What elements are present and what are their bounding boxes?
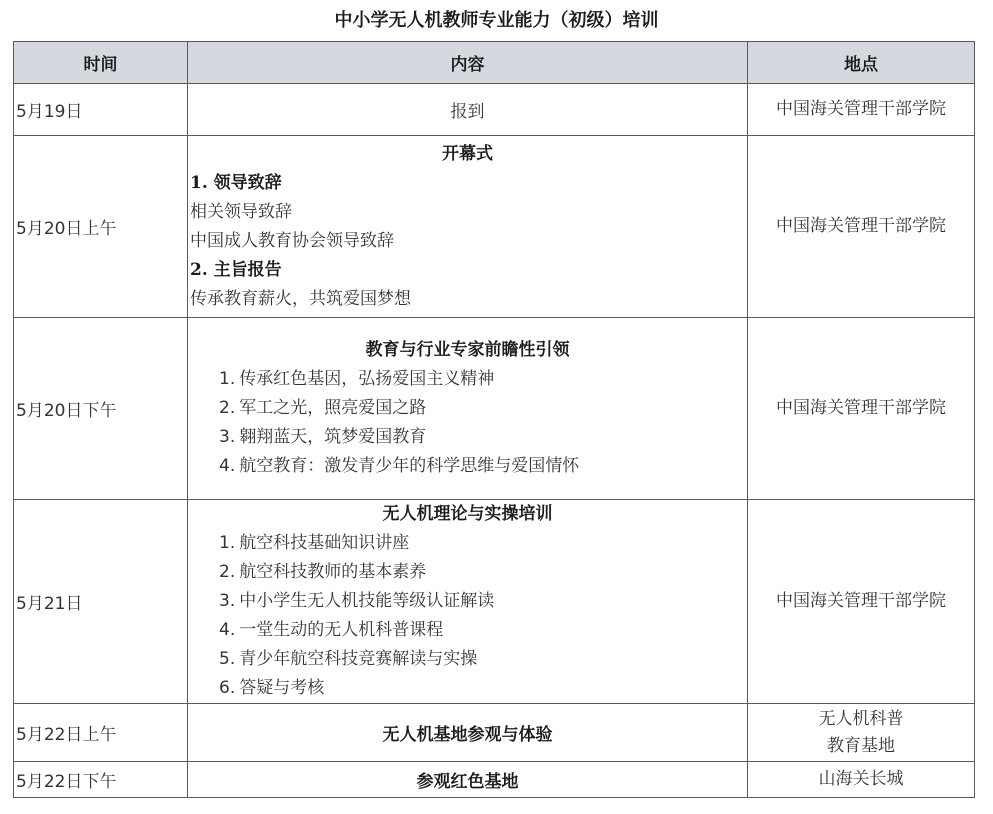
list-item-number: 6.: [219, 678, 236, 698]
list-item-text: 答疑与考核: [239, 678, 325, 698]
list-item-text: 航空教育：激发青少年的科学思维与爱国情怀: [239, 456, 580, 476]
time-cell: 5月22日上午: [14, 704, 188, 762]
place-cell: 中国海关管理干部学院: [748, 500, 975, 704]
list-item: [188, 616, 747, 645]
list-item-number: 4.: [219, 620, 236, 640]
place-cell: 山海关长城: [748, 762, 975, 798]
list-item: [188, 423, 747, 452]
list-item-text: 航空科技基础知识讲座: [239, 533, 410, 553]
time-cell: 5月22日下午: [14, 762, 188, 798]
place-line: 教育基地: [827, 735, 895, 756]
section-heading: 2. 主旨报告: [190, 259, 282, 280]
list-item-number: 2.: [219, 398, 236, 418]
list-item: [188, 558, 747, 587]
section-line: 相关领导致辞: [190, 201, 292, 222]
list-item: [188, 394, 747, 423]
session-title: 无人机理论与实操培训: [382, 504, 553, 524]
place-cell: 中国海关管理干部学院: [748, 136, 975, 318]
list-item-text: 航空科技教师的基本素养: [239, 562, 427, 582]
time-cell: 5月19日: [14, 84, 188, 136]
list-item-number: 2.: [219, 562, 236, 582]
section-line: 中国成人教育协会领导致辞: [190, 230, 394, 251]
schedule-table: [13, 41, 975, 798]
section-heading: 1. 领导致辞: [190, 172, 282, 193]
header-time: 时间: [14, 42, 188, 84]
list-item: [188, 674, 747, 703]
list-item: [188, 529, 747, 558]
section-line: 传承教育薪火，共筑爱国梦想: [190, 288, 411, 309]
table-row: [14, 318, 975, 500]
document-title: 中小学无人机教师专业能力（初级）培训: [334, 10, 659, 31]
list-item-text: 传承红色基因，弘扬爱国主义精神: [239, 369, 495, 389]
list-item: [188, 365, 747, 394]
list-item-text: 中小学生无人机技能等级认证解读: [239, 591, 495, 611]
content-cell: 参观红色基地: [188, 762, 748, 798]
list-item-number: 4.: [219, 456, 236, 476]
table-row: [14, 500, 975, 704]
place-cell: 中国海关管理干部学院: [748, 318, 975, 500]
content-cell: [188, 500, 748, 704]
list-item-number: 1.: [219, 533, 236, 553]
session-title: 开幕式: [442, 143, 493, 164]
list-item-number: 5.: [219, 649, 236, 669]
list-item: [188, 452, 747, 481]
content-cell: [188, 136, 748, 318]
table-row: [14, 704, 975, 762]
table-row: [14, 762, 975, 798]
list-item-number: 1.: [219, 369, 236, 389]
table-header-row: [14, 42, 975, 84]
list-item: [188, 587, 747, 616]
list-item-text: 军工之光，照亮爱国之路: [239, 398, 427, 418]
place-cell: [748, 704, 975, 762]
table-row: [14, 136, 975, 318]
time-cell: 5月20日下午: [14, 318, 188, 500]
header-content: 内容: [188, 42, 748, 84]
header-place: 地点: [748, 42, 975, 84]
list-item: [188, 645, 747, 674]
session-title: 教育与行业专家前瞻性引领: [365, 340, 570, 360]
list-item-number: 3.: [219, 591, 236, 611]
place-cell: 中国海关管理干部学院: [748, 84, 975, 136]
content-cell: [188, 318, 748, 500]
list-item-text: 一堂生动的无人机科普课程: [239, 620, 444, 640]
place-line: 无人机科普: [818, 708, 904, 729]
time-cell: 5月21日: [14, 500, 188, 704]
list-item-text: 青少年航空科技竞赛解读与实操: [239, 649, 478, 669]
list-item-text: 翱翔蓝天，筑梦爱国教育: [239, 427, 427, 447]
content-cell: 报到: [188, 84, 748, 136]
table-row: [14, 84, 975, 136]
time-cell: 5月20日上午: [14, 136, 188, 318]
content-cell: 无人机基地参观与体验: [188, 704, 748, 762]
list-item-number: 3.: [219, 427, 236, 447]
